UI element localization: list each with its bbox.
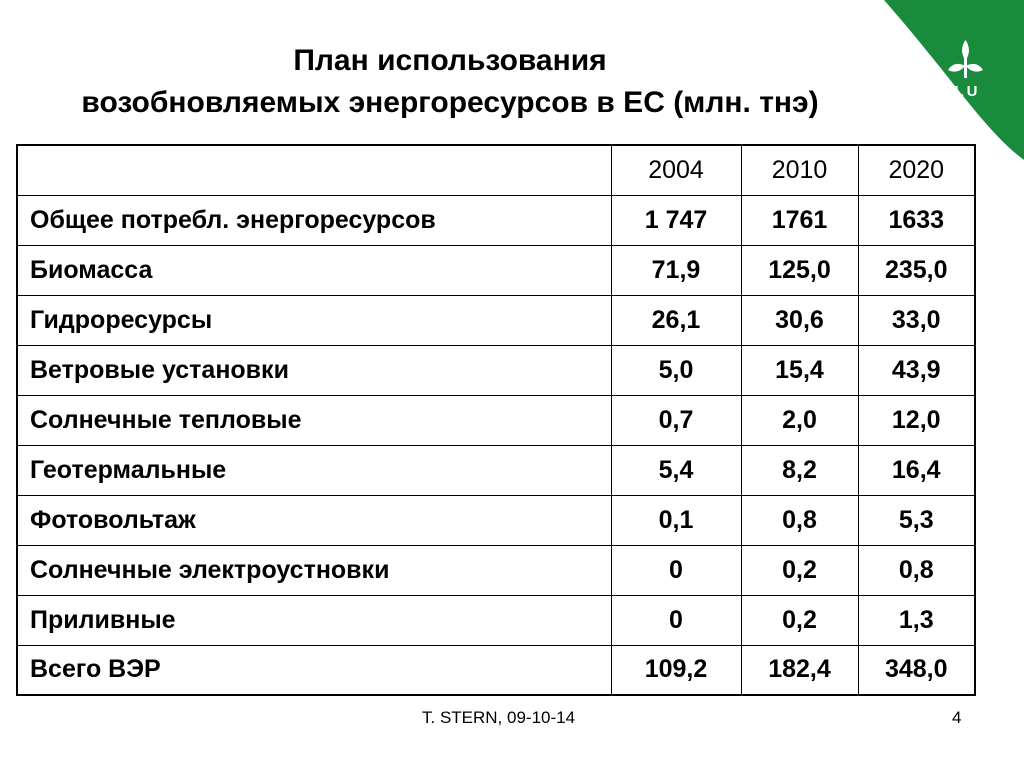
table-row (17, 195, 975, 245)
table-header-row (17, 145, 975, 195)
slu-logo (884, 0, 1024, 160)
page-title (0, 40, 900, 124)
row-label: Биомасса (17, 245, 611, 295)
logo-text: SLU (941, 83, 981, 100)
title-line-1: План использования (293, 44, 607, 77)
value-cell: 0 (611, 545, 741, 595)
row-label: Ветровые установки (17, 345, 611, 395)
renewables-table (16, 144, 976, 696)
table-row (17, 445, 975, 495)
header-blank-cell (17, 145, 611, 195)
table-row (17, 295, 975, 345)
table-row (17, 595, 975, 645)
value-cell: 0,2 (741, 595, 858, 645)
row-label: Фотовольтаж (17, 495, 611, 545)
value-cell: 235,0 (858, 245, 975, 295)
value-cell: 43,9 (858, 345, 975, 395)
value-cell: 0,2 (741, 545, 858, 595)
value-cell: 1633 (858, 195, 975, 245)
value-cell: 30,6 (741, 295, 858, 345)
logo-background (884, 0, 1024, 160)
value-cell: 0,8 (741, 495, 858, 545)
footer-author: T. STERN, 09-10-14 (422, 708, 576, 727)
table-row (17, 345, 975, 395)
value-cell: 26,1 (611, 295, 741, 345)
table-row (17, 545, 975, 595)
header-year-cell: 2020 (858, 145, 975, 195)
value-cell: 5,4 (611, 445, 741, 495)
value-cell: 2,0 (741, 395, 858, 445)
row-label: Геотермальные (17, 445, 611, 495)
value-cell: 5,0 (611, 345, 741, 395)
table-row (17, 645, 975, 695)
value-cell: 109,2 (611, 645, 741, 695)
value-cell: 348,0 (858, 645, 975, 695)
value-cell: 8,2 (741, 445, 858, 495)
value-cell: 1761 (741, 195, 858, 245)
header-year-cell: 2004 (611, 145, 741, 195)
value-cell: 15,4 (741, 345, 858, 395)
value-cell: 0,1 (611, 495, 741, 545)
value-cell: 5,3 (858, 495, 975, 545)
value-cell: 16,4 (858, 445, 975, 495)
value-cell: 0,7 (611, 395, 741, 445)
table-row (17, 495, 975, 545)
table-row (17, 245, 975, 295)
row-label: Солнечные электроустновки (17, 545, 611, 595)
value-cell: 125,0 (741, 245, 858, 295)
page-number: 4 (952, 708, 962, 727)
header-year-cell: 2010 (741, 145, 858, 195)
value-cell: 33,0 (858, 295, 975, 345)
table-row (17, 395, 975, 445)
row-label: Всего ВЭР (17, 645, 611, 695)
value-cell: 0 (611, 595, 741, 645)
value-cell: 1,3 (858, 595, 975, 645)
value-cell: 182,4 (741, 645, 858, 695)
value-cell: 0,8 (858, 545, 975, 595)
row-label: Общее потребл. энергоресурсов (17, 195, 611, 245)
value-cell: 71,9 (611, 245, 741, 295)
value-cell: 12,0 (858, 395, 975, 445)
row-label: Солнечные тепловые (17, 395, 611, 445)
row-label: Гидроресурсы (17, 295, 611, 345)
value-cell: 1 747 (611, 195, 741, 245)
title-line-2: возобновляемых энергоресурсов в ЕС (млн. тнэ) (81, 86, 819, 119)
row-label: Приливные (17, 595, 611, 645)
